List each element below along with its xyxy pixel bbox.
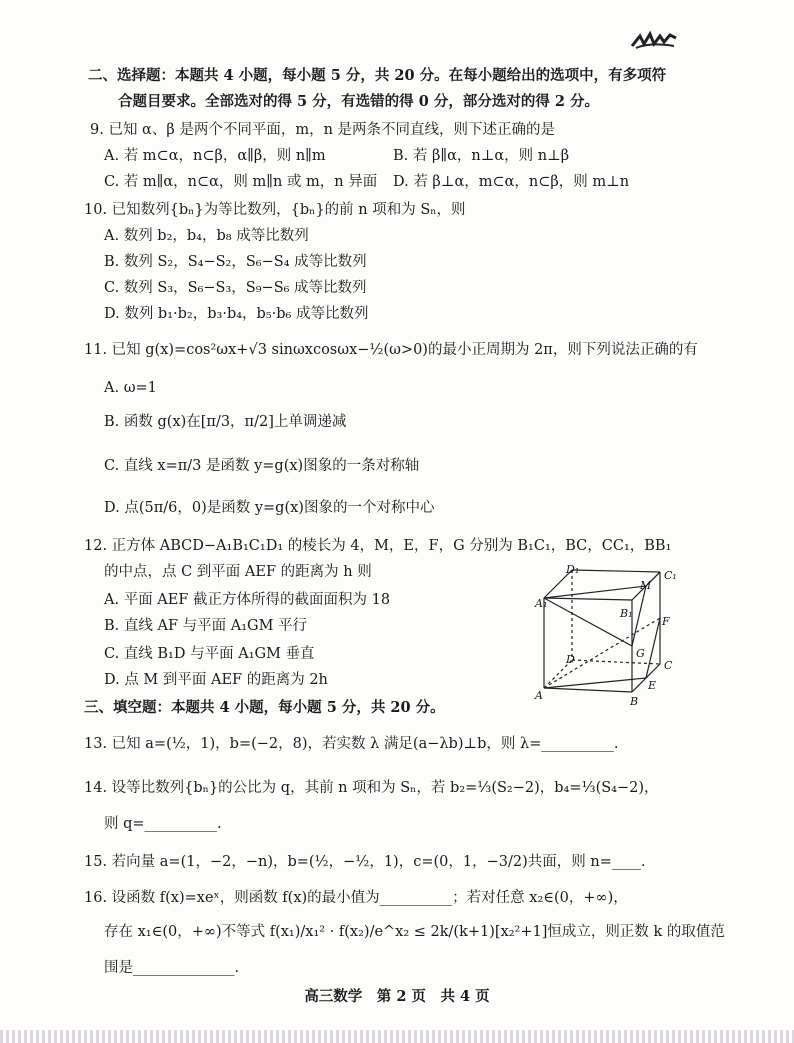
publisher-logo-icon xyxy=(630,30,680,52)
cube-figure xyxy=(530,560,680,710)
q11-option-c: C. 直线 x=π/3 是函数 y=g(x)图象的一条对称轴 xyxy=(104,458,420,474)
q10-option-b: B. 数列 S₂，S₄−S₂，S₆−S₄ 成等比数列 xyxy=(104,254,367,270)
q10-option-c: C. 数列 S₃，S₆−S₃，S₉−S₆ 成等比数列 xyxy=(104,280,367,296)
label-m: M xyxy=(640,579,652,592)
label-c1: C₁ xyxy=(664,569,677,582)
label-f: F xyxy=(662,615,670,628)
label-a: A xyxy=(535,689,543,702)
label-c: C xyxy=(664,659,673,672)
section2-line1: 二、选择题：本题共 4 小题，每小题 5 分，共 20 分。在每小题给出的选项中，有多项符 xyxy=(88,67,667,84)
q10-option-d: D. 数列 b₁·b₂，b₃·b₄，b₅·b₆ 成等比数列 xyxy=(104,306,369,322)
page-footer: 高三数学 第 2 页 共 4 页 xyxy=(304,988,490,1005)
section2-line2: 合题目要求。全部选对的得 5 分，有选错的得 0 分，部分选对的得 2 分。 xyxy=(118,93,600,110)
q9-option-a: A. 若 m⊂α，n⊂β，α∥β，则 n∥m xyxy=(104,148,326,164)
q11-option-a: A. ω=1 xyxy=(104,380,157,396)
q14-line1: 14. 设等比数列{bₙ}的公比为 q，其前 n 项和为 Sₙ，若 b₂=⅓(S₂−2)，b₄=⅓(S₄−2)， xyxy=(84,780,659,796)
q11-option-b: B. 函数 g(x)在[π/3，π/2]上单调递减 xyxy=(104,414,347,430)
q12-option-d: D. 点 M 到平面 AEF 的距离为 2h xyxy=(104,672,328,688)
q12-option-a: A. 平面 AEF 截正方体所得的截面面积为 18 xyxy=(104,592,391,608)
q11-stem: 11. 已知 g(x)=cos²ωx+√3 sinωxcosωx−½(ω>0)的最小正周期为 2π，则下列说法正确的有 xyxy=(84,342,698,358)
q10-stem: 10. 已知数列{bₙ}为等比数列，{bₙ}的前 n 项和为 Sₙ，则 xyxy=(84,202,466,218)
label-a1: A₁ xyxy=(535,597,548,610)
q9-stem: 9. 已知 α、β 是两个不同平面，m，n 是两条不同直线，则下述正确的是 xyxy=(90,122,556,138)
scan-edge xyxy=(0,1030,794,1043)
q16-line2: 存在 x₁∈(0，+∞)不等式 f(x₁)/x₁² · f(x₂)/e^x₂ ≤ 2k/(k+1)[x₂²+1]恒成立，则正数 k 的取值范 xyxy=(104,924,725,940)
label-d1: D₁ xyxy=(566,563,580,576)
label-e: E xyxy=(648,679,657,692)
q9-option-b: B. 若 β∥α，n⊥α，则 n⊥β xyxy=(393,148,570,164)
label-d: D xyxy=(566,653,575,666)
q11-option-d: D. 点(5π/6，0)是函数 y=g(x)图象的一个对称中心 xyxy=(104,500,435,516)
q13-text: 13. 已知 a=(½，1)，b=(−2，8)，若实数 λ 满足(a−λb)⊥b，则 λ=__________. xyxy=(84,736,619,752)
label-b: B xyxy=(630,695,639,708)
q12-option-b: B. 直线 AF 与平面 A₁GM 平行 xyxy=(104,618,308,634)
q10-option-a: A. 数列 b₂，b₄，b₈ 成等比数列 xyxy=(104,228,309,244)
q9-option-c: C. 若 m∥α，n⊂α，则 m∥n 或 m，n 异面 xyxy=(104,174,378,190)
q16-line3: 围是______________. xyxy=(104,960,240,976)
section3-heading: 三、填空题：本题共 4 小题，每小题 5 分，共 20 分。 xyxy=(84,699,445,716)
q15-text: 15. 若向量 a=(1，−2，−n)，b=(½，−½，1)，c=(0，1，−3/2)共面，则 n=____. xyxy=(84,854,646,870)
label-b1: B₁ xyxy=(620,607,633,620)
label-g: G xyxy=(636,647,645,660)
q12-stem-line2: 的中点，点 C 到平面 AEF 的距离为 h 则 xyxy=(104,564,372,580)
q16-line1: 16. 设函数 f(x)=xeˣ，则函数 f(x)的最小值为__________；若对任意 x₂∈(0，+∞)， xyxy=(84,890,628,906)
q14-line2: 则 q=__________. xyxy=(104,816,222,832)
q12-stem-line1: 12. 正方体 ABCD−A₁B₁C₁D₁ 的棱长为 4，M，E，F，G 分别为 B₁C₁，BC，CC₁，BB₁ xyxy=(84,538,672,554)
q9-option-d: D. 若 β⊥α，m⊂α，n⊂β，则 m⊥n xyxy=(393,174,630,190)
q12-option-c: C. 直线 B₁D 与平面 A₁GM 垂直 xyxy=(104,646,315,662)
